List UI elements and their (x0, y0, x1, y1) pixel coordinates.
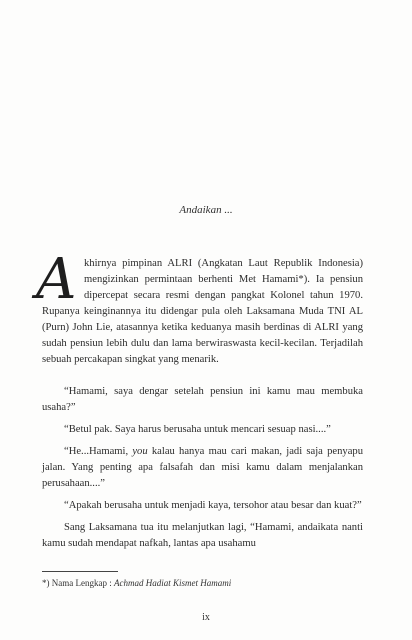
dialog-paragraph: Sang Laksamana tua itu melanjutkan lagi, “Hamami, andaikata nanti kamu sudah mendapat nafkah, lantas apa usahamu (42, 522, 363, 549)
page-number: ix (202, 612, 210, 623)
dialog-text: “He...Hamami, (64, 446, 133, 457)
footnote-divider (42, 571, 118, 572)
intro-line: Hamami*). Ia pensiun dipercepat secara resmi dengan (84, 274, 363, 301)
drop-cap: A (36, 247, 77, 312)
dialog-paragraph (42, 444, 363, 492)
dialog-text: kalau hanya mau cari makan, jadi saja penyapu jalan. Yang penting apa falsafah dan misi kamu dalam menjalankan perusahaan....” (42, 446, 363, 489)
intro-line: pangkat Kolonel tahun 1970. Rupanya keinginannya itu didengar (42, 290, 363, 317)
chapter-title: Andaikan ... (179, 204, 233, 216)
dialog-paragraph: “Betul pak. Saya harus berusaha untuk mencari sesuap nasi....” (64, 424, 331, 435)
dialog-paragraph: “Apakah berusaha untuk menjadi kaya, tersohor atau besar dan kuat?” (64, 500, 362, 511)
footnote-label: *) Nama Lengkap : (42, 578, 114, 588)
intro-line: pula oleh Laksamana Muda TNI AL (Purn) John Lie, atasannya (42, 306, 364, 333)
intro-paragraph (36, 247, 364, 368)
intro-line: Indonesia) mengizinkan permintaan berhenti Met (84, 258, 364, 285)
intro-line: ketika keduanya masih berdinas di ALRI yang sudah pensiun lebih (42, 322, 364, 349)
intro-line: dulu dan lama berwiraswasta kecil-kecilan. Terjadilah sebuah (42, 338, 363, 365)
footnote (42, 578, 231, 588)
intro-line: khirnya pimpinan ALRI (Angkatan Laut Republik (84, 258, 313, 269)
dialog-paragraph: “Hamami, saya dengar setelah pensiun ini kamu mau membuka usaha?” (42, 386, 363, 413)
emphasis-text: you (132, 446, 148, 457)
intro-line: percakapan singkat yang menarik. (74, 354, 219, 365)
dialog-section (42, 384, 363, 558)
footnote-name: Achmad Hadiat Kismet Hamami (113, 578, 232, 588)
